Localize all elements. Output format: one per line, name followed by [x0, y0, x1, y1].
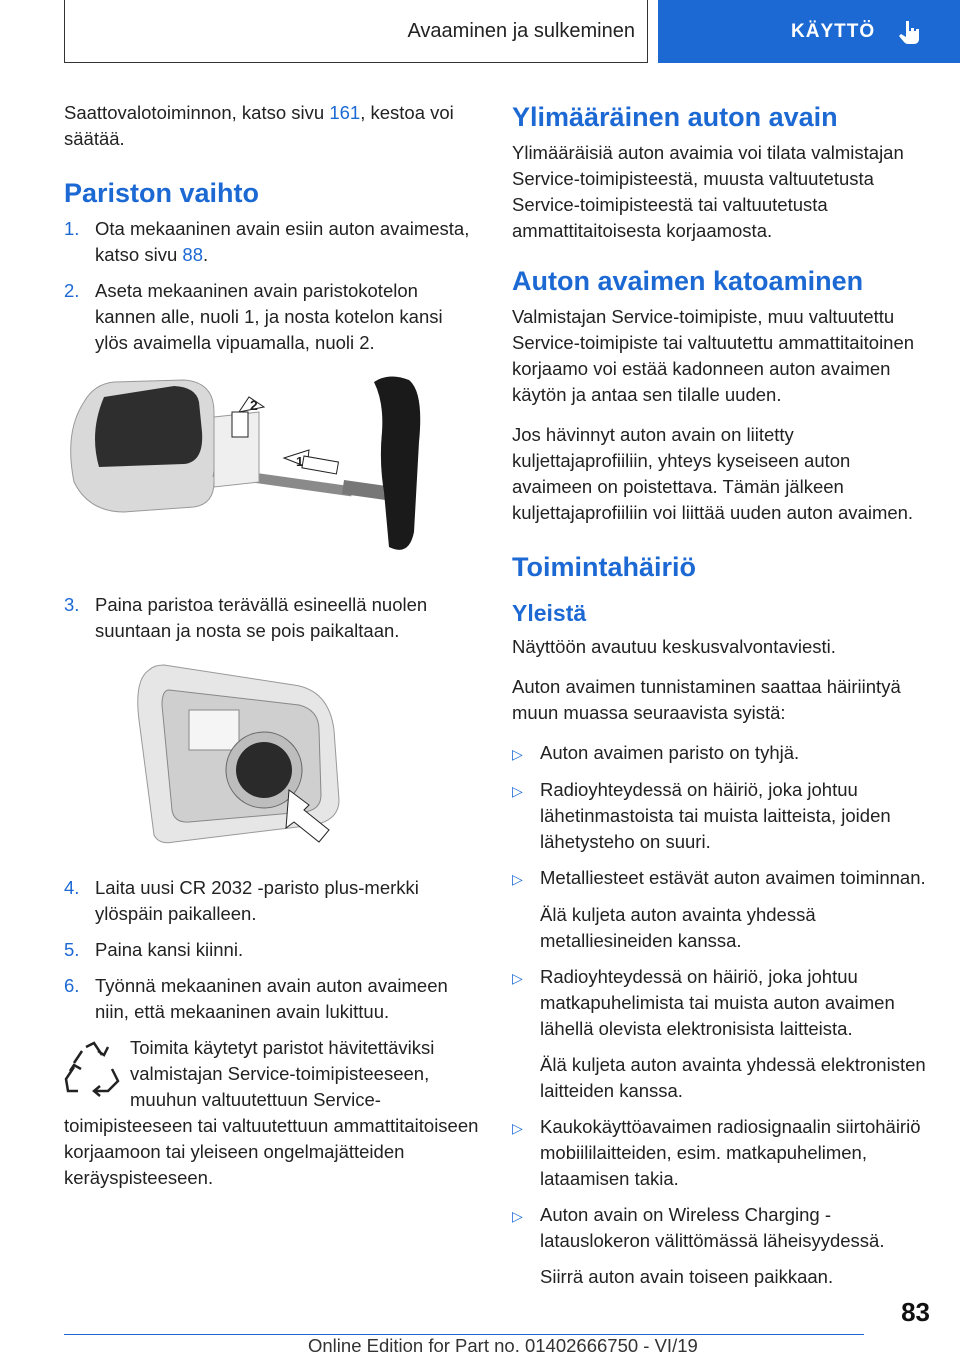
key-loss-heading: Auton avaimen katoaminen — [512, 266, 864, 296]
cause-text: Auton avaimen tunnistaminen saattaa häiriintyä muun muassa seuraavista syistä: — [512, 676, 901, 723]
right-column — [512, 100, 930, 1300]
step-item: 3. Paina paristoa terävällä esineellä nuolen suuntaan ja nosta se pois paikaltaan. — [64, 594, 428, 641]
step-item: 2. Aseta mekaaninen avain paristokotelon kannen alle, nuoli 1, ja nosta kotelon kansi ylös avaimella vipuamalla, nuoli 2. — [64, 280, 443, 353]
list-item: ▷ Metalliesteet estävät auton avaimen toiminnan. — [512, 867, 926, 888]
section-title: Avaaminen ja sulkeminen — [407, 19, 635, 42]
header-chapter-tab[interactable] — [658, 0, 960, 63]
intro-paragraph: Saattovalotoiminnon, katso sivu 161, kestoa voi säätää. — [64, 102, 454, 149]
recycle-icon — [64, 1039, 122, 1099]
left-column — [64, 100, 480, 1191]
key-figure-2 — [64, 660, 480, 855]
recycle-note: Toimita käytetyt paristot hävitettäviksi valmistajan Service-toimipisteeseen, muuhun valtuutettuun Service-toimipisteeseen tai valtuutettuun ammattitaitoiseen korjaamoon tai yleiseen ongelmajätteiden keräyspisteeseen. — [64, 1037, 479, 1188]
footer-edition: Online Edition for Part no. 01402666750 - VI/19 — [308, 1335, 698, 1356]
message-text: Näyttöön avautuu keskusvalvontaviesti. — [512, 636, 836, 657]
arrow-label-1: 1 — [296, 454, 304, 469]
battery-heading: Pariston vaihto — [64, 178, 260, 208]
key-loss-text-2: Jos hävinnyt auton avain on liitetty kuljettajaprofiiliin, yhteys kyseiseen auton avaimeen on poistettava. Tämän jälkeen kuljettajaprofiiliin voi liittää uuden auton avaimen. — [512, 424, 914, 523]
fault-heading: Toimintahäiriö — [512, 552, 697, 582]
key-figure-1 — [64, 372, 480, 572]
battery-removal-illustration — [134, 660, 374, 850]
list-item: ▷ Auton avaimen paristo on tyhjä. — [512, 742, 800, 763]
key-cover-illustration — [64, 372, 480, 567]
hand-pointer-icon — [897, 19, 923, 45]
list-item: ▷ Kaukokäyttöavaimen radiosignaalin siirtohäiriö mobiililaitteiden, esim. matkapuhelimen, lataamisen takia. — [512, 1116, 921, 1189]
list-item: ▷ Auton avain on Wireless Charging -latauslokeron välittömässä läheisyydessä. — [512, 1204, 885, 1251]
step-item: 1. Ota mekaaninen avain esiin auton avaimesta, katso sivu 88. — [64, 218, 470, 265]
page-link[interactable]: 88 — [182, 244, 203, 265]
list-item-note: Älä kuljeta auton avainta yhdessä metalliesineiden kanssa. — [540, 904, 816, 951]
spare-key-heading: Ylimääräinen auton avain — [512, 102, 838, 132]
header-section-title — [64, 0, 648, 63]
chapter-title: KÄYTTÖ — [791, 20, 876, 42]
list-item: ▷ Radioyhteydessä on häiriö, joka johtuu matkapuhelimista tai muista auton avaimen lähellä olevista elektronisista laitteista. — [512, 966, 895, 1039]
key-loss-text-1: Valmistajan Service-toimipiste, muu valtuutettu Service-toimipiste tai valtuutettu ammattitaitoinen korjaamo voi estää kadonneen auton avaimen käytön ja antaa sen tilalle uuden. — [512, 306, 915, 405]
list-item-note: Siirrä auton avain toiseen paikkaan. — [540, 1266, 834, 1287]
step-item: 5. Paina kansi kiinni. — [64, 939, 244, 960]
arrow-label-2: 2 — [250, 397, 258, 413]
page-number: 83 — [901, 1297, 930, 1327]
step-item: 6. Työnnä mekaaninen avain auton avaimeen niin, että mekaaninen avain lukittuu. — [64, 975, 448, 1022]
list-item-note: Älä kuljeta auton avainta yhdessä elektronisten laitteiden kanssa. — [540, 1054, 926, 1101]
step-item: 4. Laita uusi CR 2032 -paristo plus-merkki ylöspäin paikalleen. — [64, 877, 419, 924]
page-link[interactable]: 161 — [329, 102, 361, 123]
spare-key-text: Ylimääräisiä auton avaimia voi tilata valmistajan Service-toimipisteestä, muusta valtuutetusta Service-toimipisteestä tai valtuutetusta ammattitaitoisesta korjaamosta. — [512, 142, 904, 241]
list-item: ▷ Radioyhteydessä on häiriö, joka johtuu lähetinmastoista tai muista laitteista, joiden lähetysteho on suuri. — [512, 779, 891, 852]
general-heading: Yleistä — [512, 600, 587, 626]
